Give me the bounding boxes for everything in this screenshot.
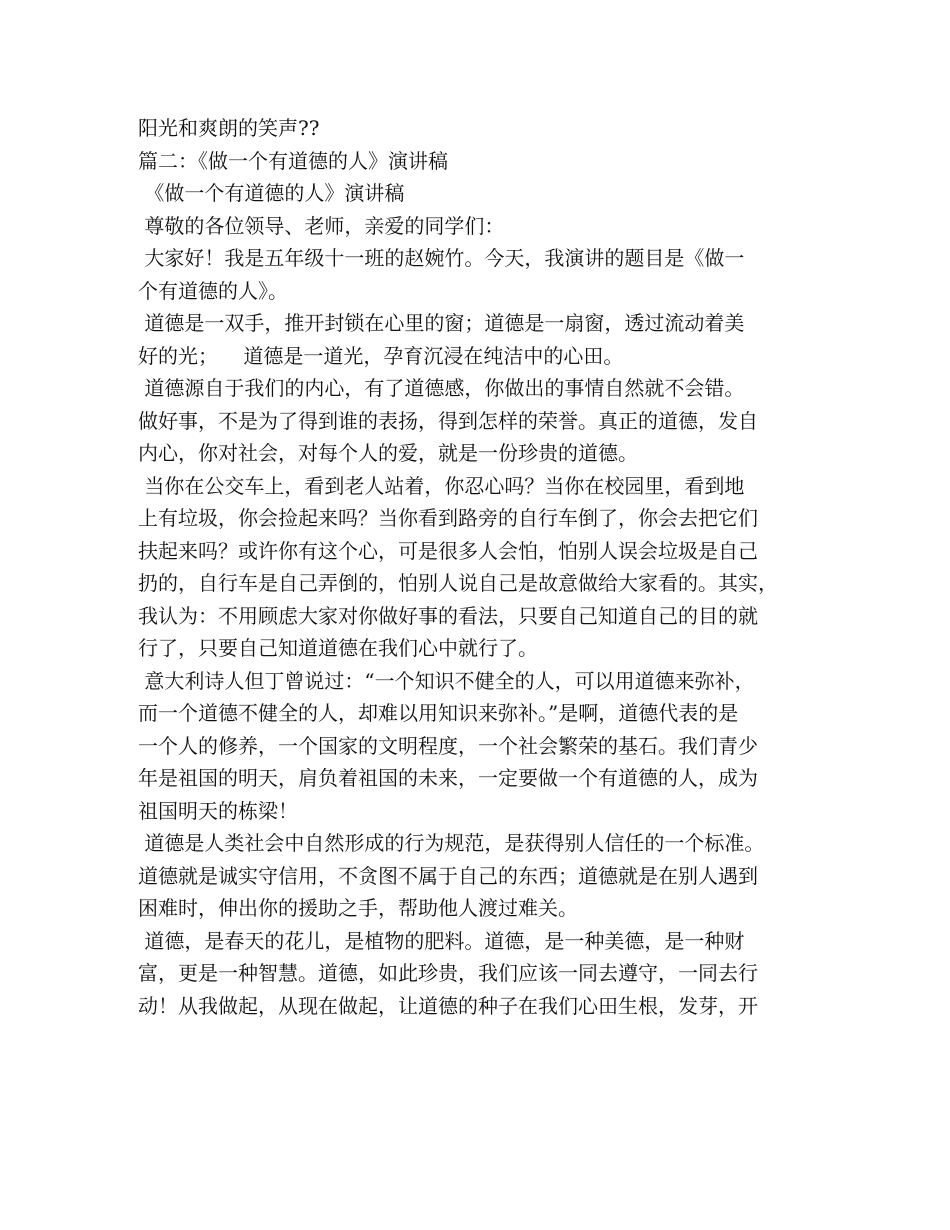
text-line: 道德是一双手，推开封锁在心里的窗；道德是一扇窗，透过流动着美 <box>138 311 745 335</box>
text-line: 大家好！我是五年级十一班的赵婉竹。今天，我演讲的题目是《做一 <box>138 246 745 270</box>
text-line: 道德是人类社会中自然形成的行为规范，是获得别人信任的一个标准。 <box>138 831 765 855</box>
text-line: 好的光； 道德是一道光，孕育沉浸在纯洁中的心田。 <box>138 343 624 368</box>
text-line: 动！从我做起，从现在做起，让道德的种子在我们心田生根，发芽，开 <box>138 993 758 1018</box>
text-line: 道德，是春天的花儿，是植物的肥料。道德，是一种美德，是一种财 <box>138 928 745 953</box>
text-line: 篇二：《做一个有道德的人》演讲稿 <box>138 148 448 173</box>
text-line: 当你在公交车上，看到老人站着，你忍心吗？当你在校园里，看到地 <box>138 473 745 498</box>
text-line: 阳光和爽朗的笑声?? <box>138 116 320 140</box>
text-line: 祖国明天的栋梁！ <box>138 798 298 823</box>
text-line: 行了，只要自己知道道德在我们心中就行了。 <box>138 636 538 660</box>
text-line: 扶起来吗？或许你有这个心，可是很多人会怕，怕别人误会垃圾是自己 <box>138 538 758 563</box>
document-body <box>138 112 838 1022</box>
text-line: 一个人的修养，一个国家的文明程度，一个社会繁荣的基石。我们青少 <box>138 733 758 758</box>
text-line: 道德源自于我们的内心，有了道德感，你做出的事情自然就不会错。 <box>138 376 745 400</box>
text-line: 而一个道德不健全的人，却难以用知识来弥补。”是啊，道德代表的是 <box>138 701 739 725</box>
text-line: 困难时，伸出你的援助之手，帮助他人渡过难关。 <box>138 896 578 920</box>
text-line: 个有道德的人》。 <box>138 278 288 303</box>
text-line: 富，更是一种智慧。道德，如此珍贵，我们应该一同去遵守，一同去行 <box>138 961 758 985</box>
text-line: 意大利诗人但丁曾说过：“一个知识不健全的人，可以用道德来弥补， <box>138 668 755 693</box>
text-line: 我认为：不用顾虑大家对你做好事的看法，只要自己知道自己的目的就 <box>138 603 758 628</box>
text-line: 内心，你对社会，对每个人的爱，就是一份珍贵的道德。 <box>138 441 638 465</box>
text-line: 《做一个有道德的人》演讲稿 <box>138 181 405 205</box>
text-line: 年是祖国的明天，肩负着祖国的未来，一定要做一个有道德的人，成为 <box>138 766 758 790</box>
text-line: 上有垃圾，你会捡起来吗？当你看到路旁的自行车倒了，你会去把它们 <box>138 506 758 530</box>
text-line: 扔的，自行车是自己弄倒的，怕别人说自己是故意做给大家看的。其实， <box>138 571 778 595</box>
text-line: 做好事，不是为了得到谁的表扬，得到怎样的荣誉。真正的道德，发自 <box>138 408 758 433</box>
text-line: 道德就是诚实守信用，不贪图不属于自己的东西；道德就是在别人遇到 <box>138 863 758 888</box>
text-line: 尊敬的各位领导、老师，亲爱的同学们： <box>138 213 505 238</box>
